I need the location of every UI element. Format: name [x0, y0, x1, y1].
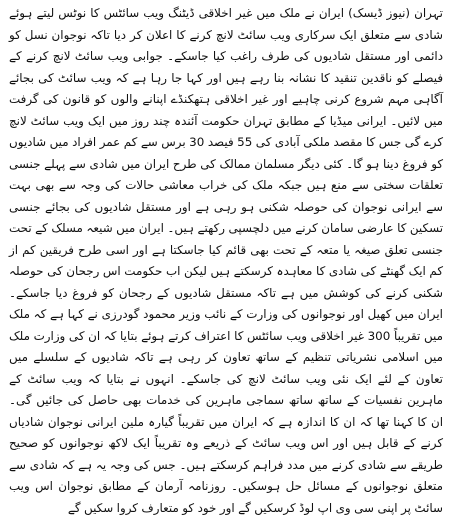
article-body: تہران (نیوز ڈیسک) ایران نے ملک میں غیر اخلاقی ڈیٹنگ ویب سائٹس کا نوٹس لیتے ہوئے شادی سے متعلق ایک سرکاری ویب سائٹ لانچ کرنے کا اعلان کر دیا تاکہ نوجوان نسل کو دائمی اور مستقل شادیوں کی طرف راغب کیا جاسکے۔ جوابی ویب سائٹ لانچ کرنے کے فیصلے کو ناقدین تنقید کا نشانہ بنا رہے ہیں اور کہا جا رہا ہے کہ ویب سائٹ کی بجائے آگاہی مہم شروع کرنی چاہیے اور غیر اخلاقی ہتھکنڈے اپنانے والوں کو قانون کی گرفت میں لائیں۔ ایرانی میڈیا کے مطابق تہران حکومت آئندہ چند روز میں ایک ویب سائٹ لانچ کرے گی جس کا مقصد ملکی آبادی کی 55 فیصد 30 برس سے کم عمر افراد میں شادیوں کو فروغ دینا ہو گا۔ کئی دیگر مسلمان ممالک کی طرح ایران میں شادی سے پہلے جنسی تعلقات سختی سے منع ہیں جبکہ ملک کی خراب معاشی حالات کی وجہ سے بھی بہت سے ایرانی نوجوان کی حوصلہ شکنی ہو رہی ہے اور مستقل شادیوں کی بجائے جنسی تسکین کا عارضی سامان کرنے میں دلچسپی رکھتے ہیں۔ ایران میں شیعہ مسلک کے تحت جنسی تعلق صیغہ یا متعہ کے تحت بھی قائم کیا جاسکتا ہے اور اسی طرح فریقین کم از کم ایک گھنٹے کی شادی کا معاہدہ کرسکتے ہیں لیکن اب حکومت اس رجحان کی حوصلہ شکنی کرنے کی کوشش میں ہے تاکہ مستقل شادیوں کے رجحان کو فروغ دیا جاسکے۔ ایران میں کھیل اور نوجوانوں کی وزارت کے نائب وزیر محمود گودرزی نے کہا ہے کہ ملک میں تقریباً 300 غیر اخلاقی ویب سائٹس کا اعتراف کرتے ہوئے بتایا کہ ان کی وزارت ملک میں اسلامی نشریاتی تنظیم کے ساتھ تعاون کر رہی ہے تاکہ شادیوں کے سلسلے میں تعاون کے لئے ایک نئی ویب سائٹ لانچ کی جاسکے۔ انہوں نے بتایا کہ ویب سائٹ کے ماہرین نفسیات کے ساتھ ساتھ سماجی ماہرین کی خدمات بھی حاصل کی جائیں گی۔ ان کا کہنا تھا کہ ان کا اندازہ ہے کہ ایران میں تقریباً گیارہ ملین ایرانی نوجوان شادیاں کرنے کے قابل ہیں اور اس ویب سائٹ کے ذریعے وہ تقریباً ایک لاکھ نوجوانوں کو صحیح طریقے سے شادی کرنے میں مدد فراہم کرسکتے ہیں۔ جس کی وجہ یہ ہے کہ شادی سے متعلق نوجوانوں کے مسائل حل ہوسکیں۔ روزنامہ آرمان کے مطابق نوجوان اس ویب سائٹ پر اپنی سی وی اپ لوڈ کرسکیں گے اور خود کو متعارف کروا سکیں گے: [9, 6, 444, 515]
